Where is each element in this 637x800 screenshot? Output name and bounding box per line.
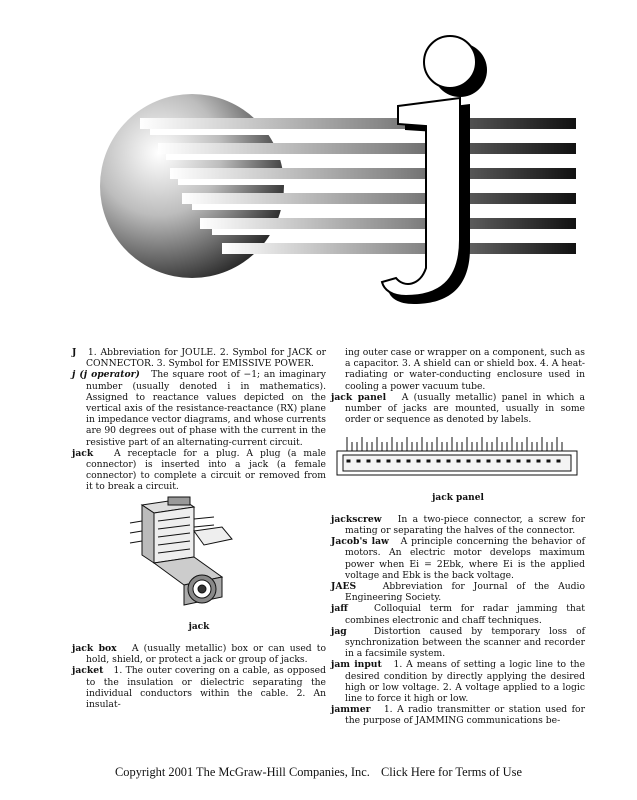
definition: A (usually metallic) box or can used to hold, shield, or protect a jack or group of jacks.	[86, 643, 326, 666]
entry-continuation: ing outer case or wrapper on a component, such as a capacitor. 3. A shield can or shield box. 4. A heat-radiating or water-conducting enclosure used in cooling a power vacuum tube.	[345, 347, 585, 392]
headword: jack	[72, 447, 94, 459]
jack-illustration	[72, 493, 326, 615]
terms-of-use-link[interactable]: Click Here for Terms of Use	[380, 765, 522, 779]
headword: jammer	[331, 704, 371, 716]
panel-jack-hole	[487, 460, 490, 462]
jack-panel-figure	[331, 425, 585, 503]
entry-jag	[331, 626, 585, 660]
panel-jack-hole	[477, 460, 480, 462]
definition: Colloquial term for radar jamming that combines electronic and chaff techniques.	[345, 603, 586, 626]
headword: j (j operator)	[72, 369, 140, 381]
definition: 1. A radio transmitter or station used for the purpose of JAMMING communications be-	[345, 704, 585, 727]
definition: 1. Abbreviation for JOULE. 2. Symbol for JACK or CONNECTOR. 3. Symbol for EMISSIVE POWER.	[86, 347, 327, 370]
headword: jack box	[72, 643, 117, 655]
headword: Jacob's law	[331, 536, 389, 548]
panel-jack-hole	[447, 460, 450, 462]
panel-jack-hole	[367, 460, 370, 462]
panel-jack-hole	[427, 460, 430, 462]
definition: Abbreviation for Journal of the Audio Engineering Society.	[345, 581, 586, 604]
chapter-banner	[0, 0, 637, 340]
entry-jaff	[331, 603, 585, 625]
headword: jack panel	[331, 391, 387, 403]
panel-jack-hole	[417, 460, 420, 462]
definition: Distortion caused by temporary loss of synchronization between the scanner and recorder in a facsimile system.	[345, 625, 586, 660]
panel-jack-hole	[397, 460, 400, 462]
panel-jack-hole	[557, 460, 560, 462]
entry-jack-panel	[331, 392, 585, 426]
panel-jack-hole	[527, 460, 530, 462]
panel-jack-hole	[497, 460, 500, 462]
definition: A principle concerning the behavior of motors. An electric motor develops maximum power when Ei = 2Ebk, where Ei is the applied voltage and Ebk is the back voltage.	[345, 536, 585, 581]
entry-jack	[72, 448, 326, 493]
headword: jaff	[331, 603, 348, 615]
entry-jack-box	[72, 643, 326, 665]
definition: A (usually metallic) panel in which a number of jacks are mounted, usually in some order or sequence as denoted by labels.	[345, 391, 586, 426]
jack-panel-illustration	[331, 425, 585, 485]
entry-jaes	[331, 581, 585, 603]
panel-jack-hole	[507, 460, 510, 462]
headword: jam input	[331, 659, 382, 671]
figure-caption: jack	[188, 621, 210, 632]
entry-jackscrew	[331, 514, 585, 536]
right-column	[331, 347, 585, 727]
definition: 1. A means of setting a logic line to the desired condition by directly applying the desired high or low voltage. 2. A voltage applied to a logic line to force it high or low.	[345, 659, 586, 705]
entry-J	[72, 347, 326, 369]
panel-jack-hole	[437, 460, 440, 462]
definition: In a two-piece connector, a screw for mating or separating the halves of the connector.	[345, 513, 585, 537]
panel-jack-hole	[377, 460, 380, 462]
headword: jackscrew	[331, 513, 382, 525]
panel-jack-hole	[467, 460, 470, 462]
panel-jack-hole	[347, 460, 350, 462]
entry-j-operator	[72, 369, 326, 447]
jack-figure	[72, 493, 326, 633]
page-footer	[0, 765, 637, 780]
entry-jacobs-law	[331, 536, 585, 581]
panel-jack-hole	[537, 460, 540, 462]
panel-jack-hole	[407, 460, 410, 462]
copyright-text: Copyright 2001 The McGraw-Hill Companies, Inc.	[115, 765, 370, 779]
entry-jammer	[331, 704, 585, 726]
left-column	[72, 347, 326, 710]
panel-jack-hole	[357, 460, 360, 462]
headword: jacket	[72, 665, 104, 677]
panel-jack-hole	[457, 460, 460, 462]
headword: JAES	[331, 581, 357, 593]
headword: jag	[331, 625, 347, 637]
entry-jam-input	[331, 659, 585, 704]
panel-jack-hole	[547, 460, 550, 462]
definition: A receptacle for a plug. A plug (a male connector) is inserted into a jack (a female connector) to complete a circuit or removed from it to break a circuit.	[86, 447, 326, 493]
headword: J	[72, 347, 77, 358]
definition: 1. The outer covering on a cable, as opposed to the insulation or dielectric separating the individual conductors within the cable. 2. An insulat-	[86, 665, 326, 711]
panel-jack-hole	[517, 460, 520, 462]
entry-jacket	[72, 665, 326, 710]
figure-caption: jack panel	[432, 492, 484, 503]
panel-jack-hole	[387, 460, 390, 462]
definition: The square root of −1; an imaginary number (usually denoted i in mathematics). Assigned to reactance values depicted on the vertical axis of the resistance-reactance (RX) plane in impedance vector diagrams, and whose currents are 90 degrees out of phase with the current in the resistive part of an alternating-current circuit.	[86, 369, 326, 448]
